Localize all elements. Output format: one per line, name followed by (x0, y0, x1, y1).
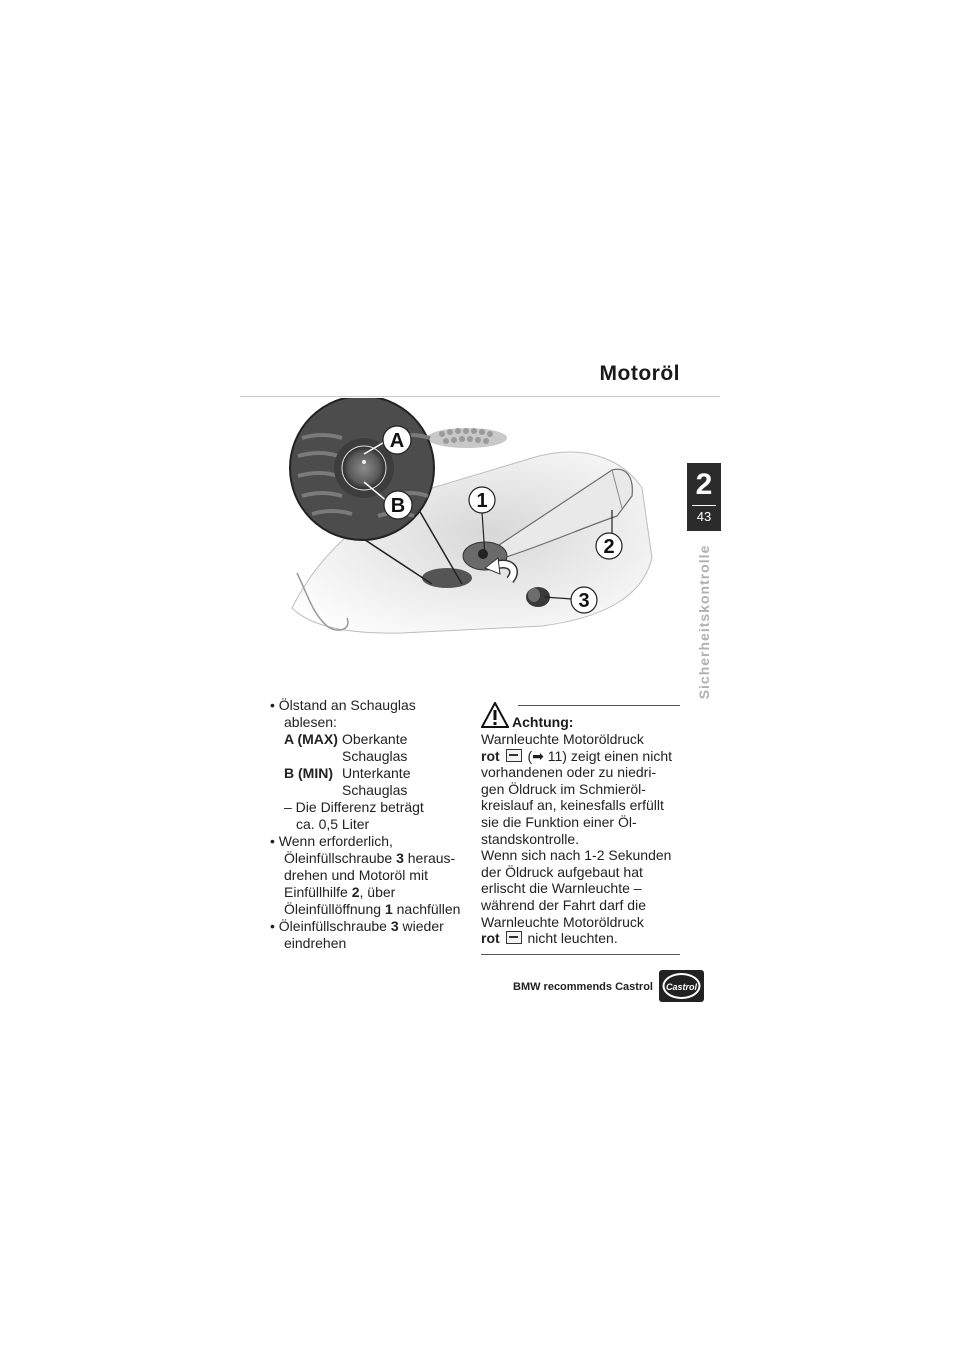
list-item-continuation (270, 901, 470, 918)
part-number: 3 (396, 850, 404, 866)
text-span: (➡ 11) zeigt einen nicht (523, 747, 672, 764)
part-number: 2 (351, 884, 360, 900)
warning-top-rule (518, 705, 680, 706)
max-key: A (MAX) (284, 731, 338, 747)
castrol-logo (659, 970, 704, 1002)
min-row-cont (270, 782, 470, 799)
list-item-continuation: drehen und Motoröl mit (284, 867, 428, 883)
section-side-label: Sicherheitskontrolle (696, 544, 712, 700)
callout-2-label: 2 (603, 536, 615, 558)
callout-A (383, 426, 411, 454)
list-item-continuation (270, 884, 470, 901)
list-item-continuation (270, 850, 470, 867)
list-item (270, 918, 470, 935)
list-item-text: • Ölstand an Schauglas (270, 697, 416, 713)
oil-pressure-icon (506, 931, 522, 944)
warning-line: Wenn sich nach 1-2 Sekunden (481, 847, 672, 864)
title-divider (240, 396, 720, 397)
warning-line: erlischt die Warnleuchte – (481, 880, 642, 897)
callout-B-label: B (390, 495, 406, 517)
warning-line: der Öldruck aufgebaut hat (481, 863, 643, 880)
max-row-cont (270, 748, 470, 765)
warning-line: Warnleuchte Motoröldruck (481, 913, 644, 930)
text-span: Öleinfüllöffnung (284, 901, 385, 917)
callout-A-label: A (389, 430, 405, 452)
rot-label: rot (481, 747, 500, 764)
warning-line (481, 930, 691, 947)
warning-line: gen Öldruck im Schmieröl- (481, 780, 646, 797)
list-item: • Wenn erforderlich, (270, 833, 393, 849)
text-span: nicht leuchten. (523, 930, 618, 947)
warning-line: standskontrolle. (481, 830, 580, 847)
warning-line: Warnleuchte Motoröldruck (481, 731, 644, 747)
chapter-tab-divider (692, 505, 716, 506)
difference-note-cont: ca. 0,5 Liter (296, 816, 370, 832)
text-span: , über (359, 884, 396, 900)
difference-note: – Die Differenz beträgt (284, 799, 424, 815)
text-span: • Öleinfüllschraube (270, 918, 391, 934)
warning-line: sie die Funktion einer Öl- (481, 813, 637, 830)
warning-text (481, 731, 691, 947)
oil-sight-glass-illustration (282, 398, 674, 648)
list-item-continuation: eindrehen (284, 935, 347, 951)
page-number: 43 (696, 509, 712, 524)
text-span: nachfüllen (392, 901, 461, 917)
text-span: Einfüllhilfe (284, 884, 352, 900)
svg-text:Castrol: Castrol (665, 982, 698, 992)
min-value: Unterkante (342, 765, 411, 781)
oil-pressure-icon (506, 749, 522, 762)
footer-text: BMW recommends Castrol (513, 981, 653, 993)
warning-line: kreislauf an, keinesfalls erfüllt (481, 797, 664, 814)
warning-bottom-rule (481, 954, 680, 955)
warning-icon (481, 702, 509, 728)
vent-grille (427, 428, 507, 448)
part-number: 3 (390, 918, 399, 934)
callout-B (384, 491, 412, 519)
text-span: wieder (398, 918, 444, 934)
callout-2 (596, 533, 622, 559)
page-title: Motoröl (599, 362, 680, 385)
callout-3 (571, 587, 597, 613)
callout-3-label: 3 (578, 590, 590, 612)
list-item (270, 697, 470, 714)
min-row (270, 765, 470, 782)
max-value-cont: Schauglas (342, 748, 408, 764)
text-span: heraus- (403, 850, 456, 866)
callout-1-label: 1 (476, 490, 488, 512)
instructions-column (270, 697, 470, 952)
chapter-number: 2 (695, 468, 713, 501)
part-number: 1 (384, 901, 393, 917)
warning-line (481, 748, 691, 765)
text-span: Öleinfüllschraube (284, 850, 397, 866)
min-value-cont: Schauglas (342, 782, 408, 798)
warning-line: während der Fahrt darf die (481, 896, 646, 913)
max-value: Oberkante (342, 731, 408, 747)
callout-1 (469, 487, 495, 513)
warning-line: vorhandenen oder zu niedri- (481, 764, 657, 781)
min-key: B (MIN) (284, 765, 333, 781)
list-item-continuation: ablesen: (284, 714, 337, 730)
max-row (270, 731, 470, 748)
warning-heading: Achtung: (512, 714, 574, 730)
rot-label: rot (481, 930, 500, 947)
